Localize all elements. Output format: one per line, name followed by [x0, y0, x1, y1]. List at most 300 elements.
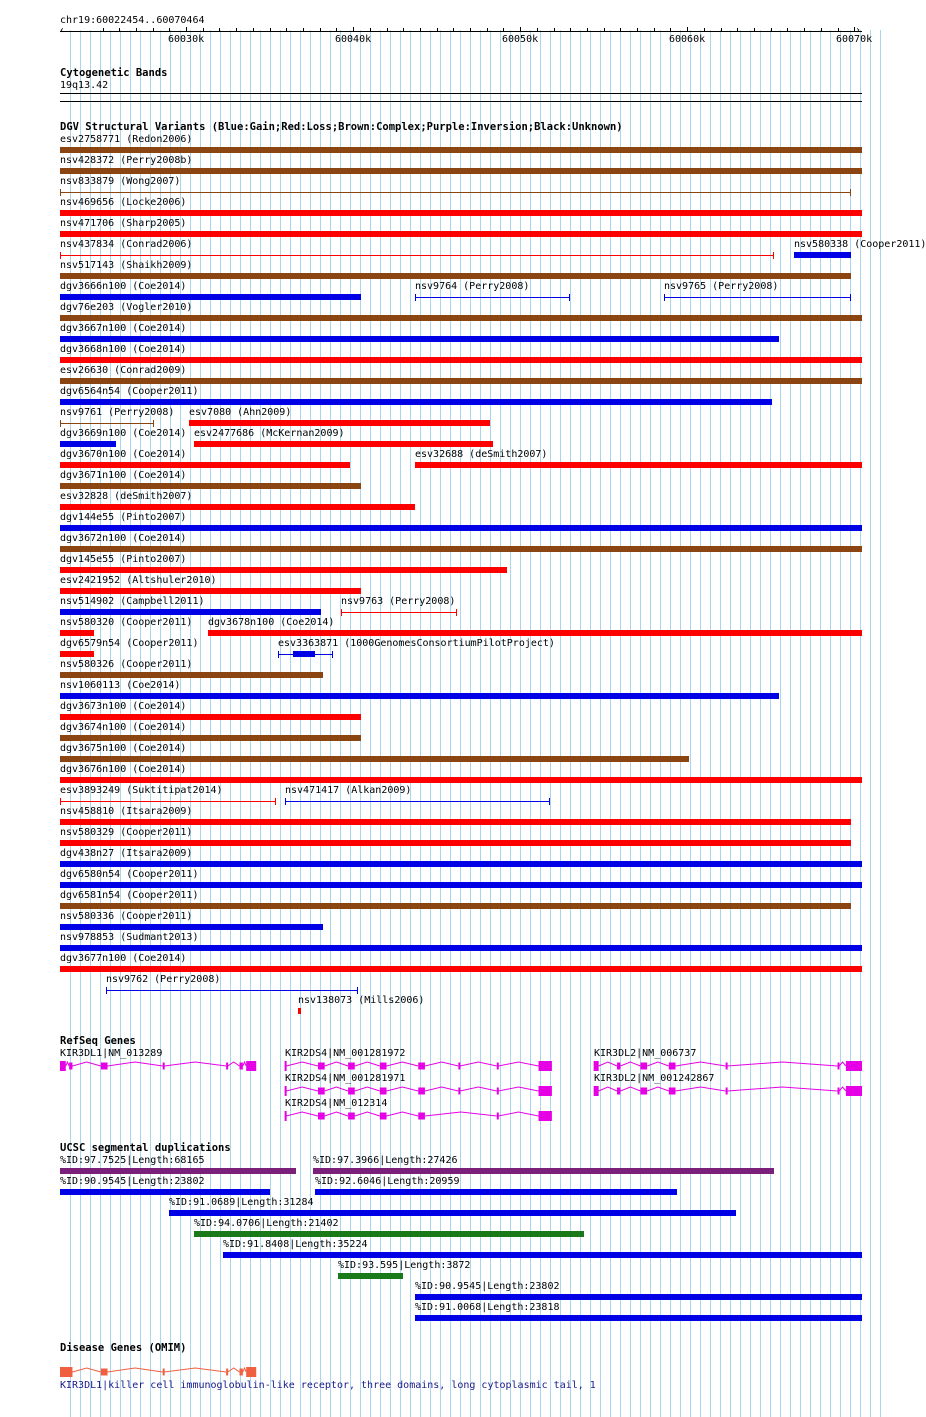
variant-label: esv32828 (deSmith2007) [60, 491, 193, 502]
exon-block [594, 1061, 599, 1071]
ruler-tick [336, 28, 337, 31]
ruler-tick [470, 28, 471, 31]
gene-model [594, 1086, 862, 1096]
variant-end-tick [285, 798, 286, 805]
variant-bar [60, 714, 361, 720]
grid-line [610, 30, 611, 1417]
segdup-bar [315, 1189, 677, 1195]
variant-line [60, 423, 154, 424]
variant-end-tick [341, 609, 342, 616]
exon-block [838, 1063, 840, 1070]
variant-bar [60, 903, 851, 909]
segdup-bar [313, 1168, 774, 1174]
ruler-tick [270, 28, 271, 31]
intron-line [108, 1062, 163, 1066]
variant-line [664, 297, 851, 298]
grid-line [690, 30, 691, 1417]
variant-end-tick [278, 651, 279, 658]
variant-label: nsv1060113 (Coe2014) [60, 680, 181, 691]
exon-block [617, 1063, 620, 1070]
variant-label: nsv471417 (Alkan2009) [285, 785, 412, 796]
segdup-label: %ID:92.6046|Length:20959 [315, 1176, 460, 1187]
gene-label: KIR3DL1|NM_013289 [60, 1048, 163, 1059]
ruler-left-arrow: ‹ [59, 25, 66, 36]
variant-label: dgv3666n100 (Coe2014) [60, 281, 187, 292]
variant-bar [60, 504, 415, 510]
gene-label: KIR3DL2|NM_001242867 [594, 1073, 715, 1084]
variant-bar [60, 651, 94, 657]
intron-line [243, 1368, 246, 1372]
gene-model [285, 1111, 552, 1121]
variant-label: nsv514902 (Campbell2011) [60, 596, 205, 607]
exon-block [380, 1088, 387, 1095]
variant-label: esv3363871 (1000GenomesConsortiumPilotProject) [278, 638, 555, 649]
ruler-tick-label: 60040k [335, 34, 372, 45]
ruler-axis-line [60, 31, 862, 32]
variant-label: dgv145e55 (Pinto2007) [60, 554, 187, 565]
segdup-bar [415, 1315, 862, 1321]
ruler-tick [303, 28, 304, 31]
variant-bar [60, 567, 507, 573]
ruler-tick [103, 28, 104, 31]
ruler-tick [670, 28, 671, 31]
variant-bar [60, 735, 361, 741]
variant-end-tick [275, 798, 276, 805]
exon-block [539, 1061, 552, 1071]
intron-line [72, 1062, 100, 1066]
exon-block [226, 1369, 228, 1376]
grid-line [600, 30, 601, 1417]
variant-bar [60, 777, 862, 783]
intron-line [243, 1062, 246, 1066]
segdup-bar [194, 1231, 584, 1237]
variant-label: dgv144e55 (Pinto2007) [60, 512, 187, 523]
grid-line [460, 30, 461, 1417]
variant-end-tick [153, 420, 154, 427]
ruler-tick [604, 28, 605, 31]
ruler-tick [236, 28, 237, 31]
ruler-tick [587, 28, 588, 31]
variant-end-tick [60, 252, 61, 259]
intron-line [647, 1087, 669, 1091]
exon-block [60, 1367, 72, 1377]
variant-bar [60, 525, 862, 531]
ruler-tick [253, 28, 254, 31]
variant-end-tick [60, 189, 61, 196]
variant-line [60, 801, 276, 802]
variant-label: dgv3667n100 (Coe2014) [60, 323, 187, 334]
grid-line [500, 30, 501, 1417]
ruler-tick [704, 28, 705, 31]
grid-line [570, 30, 571, 1417]
ruler-tick [737, 28, 738, 31]
grid-line [440, 30, 441, 1417]
ruler-tick [403, 28, 404, 31]
variant-bar [208, 630, 862, 636]
intron-line [460, 1087, 497, 1091]
intron-line [228, 1368, 240, 1372]
variant-label: dgv3677n100 (Coe2014) [60, 953, 187, 964]
cytoband-line-top [60, 93, 862, 94]
exon-block [497, 1113, 499, 1120]
dgv-title: DGV Structural Variants (Blue:Gain;Red:Loss;Brown:Complex;Purple:Inversion;Black:Unknown) [60, 121, 623, 133]
exon-block [594, 1086, 599, 1096]
variant-bar [60, 336, 779, 342]
variant-label: nsv469656 (Locke2006) [60, 197, 187, 208]
ruler-tick-label: 60070k [836, 34, 873, 45]
grid-line [530, 30, 531, 1417]
variant-label: nsv9762 (Perry2008) [106, 974, 221, 985]
intron-line [72, 1368, 100, 1372]
variant-label: nsv437834 (Conrad2006) [60, 239, 193, 250]
grid-line [710, 30, 711, 1417]
variant-bar [60, 483, 361, 489]
grid-line [430, 30, 431, 1417]
exon-block [640, 1088, 647, 1095]
variant-bar [60, 315, 862, 321]
segdup-label: %ID:97.3966|Length:27426 [313, 1155, 458, 1166]
intron-line [66, 1062, 69, 1066]
ruler-tick [169, 28, 170, 31]
intron-line [387, 1062, 419, 1066]
ruler-tick [320, 28, 321, 31]
grid-line [540, 30, 541, 1417]
ruler-tick [570, 28, 571, 31]
intron-line [286, 1062, 318, 1066]
ruler-tick [286, 28, 287, 31]
variant-bar [60, 945, 862, 951]
variant-bar [60, 147, 862, 153]
variant-line [60, 255, 774, 256]
variant-label: nsv517143 (Shaikh2009) [60, 260, 193, 271]
variant-line [415, 297, 570, 298]
variant-bar [794, 252, 851, 258]
variant-label: nsv978853 (Sudmant2013) [60, 932, 199, 943]
exon-block [60, 1061, 66, 1071]
exon-block [101, 1063, 108, 1070]
exon-block [380, 1063, 387, 1070]
segdup-label: %ID:94.0706|Length:21402 [194, 1218, 339, 1229]
intron-line [355, 1062, 380, 1066]
intron-line [108, 1368, 163, 1372]
variant-end-tick [106, 987, 107, 994]
ruler-tick [420, 28, 421, 31]
variant-end-tick [456, 609, 457, 616]
exon-block [539, 1111, 552, 1121]
omim-gene-model [60, 1367, 256, 1377]
variant-end-tick [332, 651, 333, 658]
grid-line [700, 30, 701, 1417]
ruler-tick [203, 28, 204, 31]
variant-label: nsv580336 (Cooper2011) [60, 911, 193, 922]
ruler-tick [754, 28, 755, 31]
ruler-tick [804, 28, 805, 31]
variant-bar [60, 630, 94, 636]
variant-label: dgv3672n100 (Coe2014) [60, 533, 187, 544]
exon-block [318, 1063, 325, 1070]
grid-line [480, 30, 481, 1417]
grid-line [370, 30, 371, 1417]
intron-line [498, 1112, 538, 1116]
grid-line [630, 30, 631, 1417]
variant-label: nsv580329 (Cooper2011) [60, 827, 193, 838]
variant-label: dgv3668n100 (Coe2014) [60, 344, 187, 355]
ruler-tick [370, 28, 371, 31]
grid-line [790, 30, 791, 1417]
segdup-title: UCSC segmental duplications [60, 1142, 231, 1154]
exon-block [348, 1113, 355, 1120]
ruler-tick [186, 27, 187, 32]
ruler-tick-label: 60050k [502, 34, 539, 45]
intron-line [647, 1062, 669, 1066]
grid-line [770, 30, 771, 1417]
exon-block [669, 1063, 676, 1070]
intron-line [425, 1062, 458, 1066]
ruler-tick [136, 28, 137, 31]
exon-block [69, 1063, 72, 1070]
intron-line [286, 1087, 318, 1091]
variant-bar [60, 840, 851, 846]
ruler-tick [838, 28, 839, 31]
intron-line [727, 1087, 837, 1091]
segdup-label: %ID:90.9545|Length:23802 [60, 1176, 205, 1187]
exon-block [240, 1369, 243, 1376]
variant-bar [60, 588, 361, 594]
variant-label: dgv3671n100 (Coe2014) [60, 470, 187, 481]
exon-block [240, 1063, 243, 1070]
variant-bar [60, 294, 361, 300]
variant-label: nsv138073 (Mills2006) [298, 995, 425, 1006]
ruler-tick [620, 28, 621, 31]
grid-line [470, 30, 471, 1417]
variant-label: dgv76e203 (Vogler2010) [60, 302, 193, 313]
intron-line [498, 1062, 538, 1066]
intron-line [425, 1112, 497, 1116]
gene-model [285, 1061, 552, 1071]
variant-label: nsv833879 (Wong2007) [60, 176, 181, 187]
ruler-tick [654, 28, 655, 31]
refseq-title: RefSeq Genes [60, 1035, 136, 1047]
omim-gene-label: KIR3DL1|killer cell immunoglobulin-like receptor, three domains, long cytoplasmic tail, 1 [60, 1380, 596, 1391]
grid-line [400, 30, 401, 1417]
variant-label: esv2421952 (Altshuler2010) [60, 575, 217, 586]
variant-label: dgv6580n54 (Cooper2011) [60, 869, 199, 880]
gene-label: KIR2DS4|NM_001281972 [285, 1048, 406, 1059]
variant-bar [194, 441, 493, 447]
segdup-label: %ID:90.9545|Length:23802 [415, 1281, 560, 1292]
intron-line [325, 1062, 348, 1066]
variant-bar [60, 819, 851, 825]
variant-end-tick [415, 294, 416, 301]
gene-model [285, 1086, 552, 1096]
intron-line [498, 1087, 538, 1091]
variant-label: nsv9763 (Perry2008) [341, 596, 456, 607]
exon-block [285, 1111, 287, 1121]
variant-end-tick [549, 798, 550, 805]
exon-block [163, 1063, 165, 1070]
grid-line [740, 30, 741, 1417]
grid-line [390, 30, 391, 1417]
grid-line [720, 30, 721, 1417]
intron-line [228, 1062, 240, 1066]
variant-label: esv32688 (deSmith2007) [415, 449, 548, 460]
intron-line [676, 1087, 726, 1091]
segdup-label: %ID:91.8408|Length:35224 [223, 1239, 368, 1250]
variant-end-tick [357, 987, 358, 994]
variant-label: dgv3678n100 (Coe2014) [208, 617, 335, 628]
variant-label: nsv580320 (Cooper2011) [60, 617, 193, 628]
exon-block [617, 1088, 620, 1095]
grid-line [650, 30, 651, 1417]
grid-line [380, 30, 381, 1417]
exon-block [418, 1063, 425, 1070]
exon-block [418, 1088, 425, 1095]
intron-line [727, 1062, 837, 1066]
variant-bar [415, 462, 862, 468]
intron-line [676, 1062, 726, 1066]
grid-line [490, 30, 491, 1417]
gene-label: KIR2DS4|NM_001281971 [285, 1073, 406, 1084]
intron-line [839, 1087, 846, 1091]
intron-line [425, 1087, 458, 1091]
variant-label: nsv458810 (Itsara2009) [60, 806, 193, 817]
intron-line [325, 1087, 348, 1091]
variant-bar [60, 966, 862, 972]
variant-bar [60, 693, 779, 699]
grid-line [420, 30, 421, 1417]
ruler-tick [453, 28, 454, 31]
grid-line [330, 30, 331, 1417]
ruler-tick [387, 28, 388, 31]
variant-label: nsv580338 (Cooper2011) [794, 239, 926, 250]
exon-block [838, 1088, 840, 1095]
ruler-tick [153, 28, 154, 31]
segdup-bar [169, 1210, 736, 1216]
variant-end-tick [569, 294, 570, 301]
grid-line [550, 30, 551, 1417]
variant-label: nsv9764 (Perry2008) [415, 281, 530, 292]
ruler-tick [821, 28, 822, 31]
exon-block [539, 1086, 552, 1096]
ruler-tick [721, 28, 722, 31]
grid-line [670, 30, 671, 1417]
variant-label: nsv471706 (Sharp2005) [60, 218, 187, 229]
exon-block [318, 1088, 325, 1095]
variant-label: esv7080 (Ahn2009) [189, 407, 292, 418]
ruler-tick [503, 28, 504, 31]
segdup-label: %ID:91.0689|Length:31284 [169, 1197, 314, 1208]
grid-line [520, 30, 521, 1417]
variant-label: esv2477686 (McKernan2009) [194, 428, 345, 439]
ruler-tick [771, 28, 772, 31]
exon-block [418, 1113, 425, 1120]
gene-model [60, 1061, 256, 1071]
variant-core [293, 651, 315, 657]
intron-line [164, 1062, 226, 1066]
intron-line [620, 1087, 640, 1091]
exon-block [285, 1061, 287, 1071]
ruler-tick [219, 28, 220, 31]
grid-line [410, 30, 411, 1417]
exon-block [101, 1369, 108, 1376]
exon-block [226, 1063, 228, 1070]
grid-line [340, 30, 341, 1417]
variant-bar [60, 273, 851, 279]
grid-line [780, 30, 781, 1417]
grid-line [760, 30, 761, 1417]
variant-end-tick [773, 252, 774, 259]
variant-label: dgv3670n100 (Coe2014) [60, 449, 187, 460]
exon-block [497, 1088, 499, 1095]
variant-label: dgv3676n100 (Coe2014) [60, 764, 187, 775]
segdup-bar [60, 1189, 270, 1195]
cytoband-title: Cytogenetic Bands [60, 67, 168, 79]
variant-label: dgv3674n100 (Coe2014) [60, 722, 187, 733]
grid-line [660, 30, 661, 1417]
variant-bar [60, 609, 321, 615]
variant-bar [189, 420, 490, 426]
intron-line [599, 1087, 617, 1091]
intron-line [355, 1087, 380, 1091]
exon-block [380, 1113, 387, 1120]
grid-line [680, 30, 681, 1417]
ruler-tick [353, 27, 354, 32]
segdup-bar [60, 1168, 296, 1174]
exon-block [285, 1086, 287, 1096]
variant-label: nsv428372 (Perry2008b) [60, 155, 193, 166]
ruler-tick [520, 27, 521, 32]
variant-label: dgv3675n100 (Coe2014) [60, 743, 187, 754]
exon-block [846, 1061, 862, 1071]
cytoband-line-bottom [60, 101, 862, 102]
variant-label: nsv9765 (Perry2008) [664, 281, 779, 292]
ruler-tick-label: 60060k [669, 34, 706, 45]
exon-block [669, 1088, 676, 1095]
variant-bar [60, 231, 862, 237]
exon-block [458, 1063, 460, 1070]
gene-label: KIR3DL2|NM_006737 [594, 1048, 697, 1059]
variant-label: dgv6581n54 (Cooper2011) [60, 890, 199, 901]
exon-block [726, 1063, 728, 1070]
segdup-label: %ID:97.7525|Length:68165 [60, 1155, 205, 1166]
variant-bar [60, 546, 862, 552]
gene-label: KIR2DS4|NM_012314 [285, 1098, 388, 1109]
segdup-bar [415, 1294, 862, 1300]
variant-label: esv2758771 (Redon2006) [60, 134, 193, 145]
intron-line [460, 1062, 497, 1066]
omim-title: Disease Genes (OMIM) [60, 1342, 187, 1354]
exon-block [348, 1063, 355, 1070]
grid-line [320, 30, 321, 1417]
intron-line [599, 1062, 617, 1066]
variant-bar [60, 882, 862, 888]
intron-line [286, 1112, 318, 1116]
variant-bar [60, 672, 323, 678]
grid-line [640, 30, 641, 1417]
grid-line [350, 30, 351, 1417]
exon-block [246, 1367, 256, 1377]
variant-bar [60, 924, 323, 930]
grid-line [560, 30, 561, 1417]
location-title: chr19:60022454..60070464 [60, 15, 205, 26]
variant-bar [60, 210, 862, 216]
intron-line [839, 1062, 846, 1066]
variant-line [60, 192, 851, 193]
variant-label: dgv6564n54 (Cooper2011) [60, 386, 199, 397]
exon-block [726, 1088, 728, 1095]
variant-bar [60, 756, 689, 762]
grid-line [730, 30, 731, 1417]
